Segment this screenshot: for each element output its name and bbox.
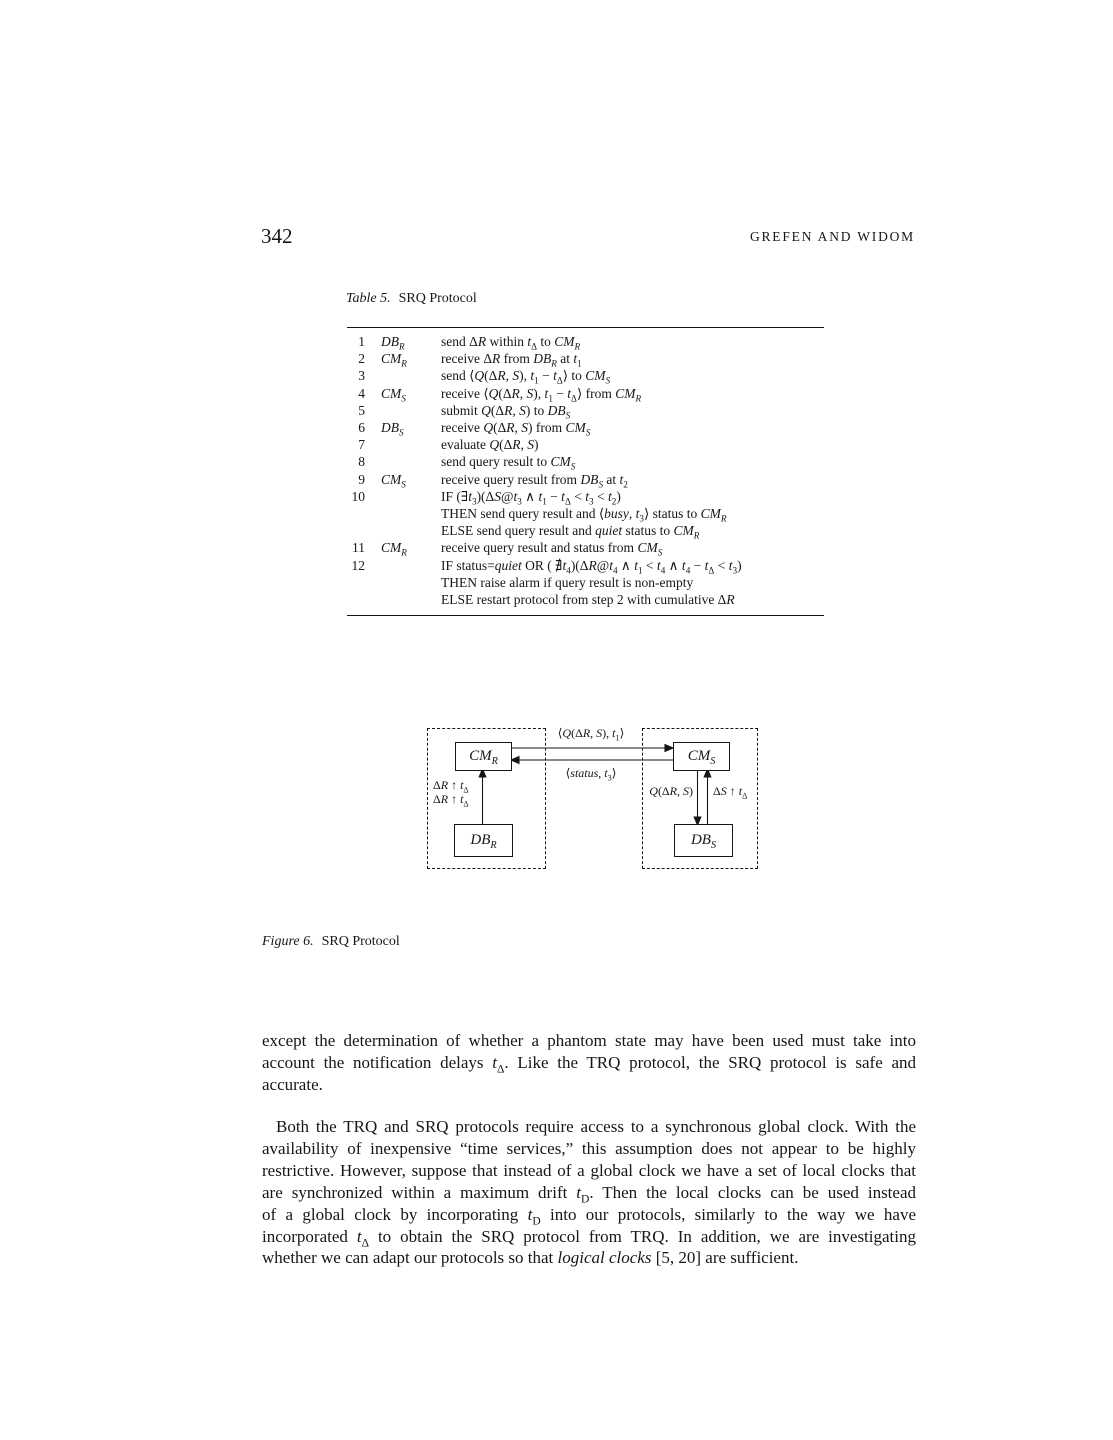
step-number: 3 xyxy=(358,368,365,384)
node-db-r: $DB_R$ xyxy=(454,824,513,857)
text-line: account the notification delays $t_\Delta$. Like the TRQ protocol, the SRQ protocol is safe and xyxy=(262,1052,916,1076)
running-head: GREFEN AND WIDOM xyxy=(749,229,915,244)
table-caption xyxy=(346,291,477,307)
step-description: THEN raise alarm if query result is non-empty xyxy=(441,574,694,590)
body-paragraph xyxy=(262,1116,916,1269)
step-number: 6 xyxy=(358,420,365,436)
step-actor xyxy=(381,488,425,505)
table-row xyxy=(347,385,824,402)
text-line: of a global clock by incorporating $t_D$ into our protocols, similarly to the way we have xyxy=(262,1204,916,1228)
step-description: receive ⟨Q(ΔR, S), $t_1$ − $t_\Delta⟩$ from $CM_R$ xyxy=(441,385,642,404)
table-row xyxy=(347,505,824,522)
step-description: send ⟨Q(ΔR, S), $t_1$ − $t_\Delta⟩$ to $CM_S$ xyxy=(441,368,611,387)
step-number: 11 xyxy=(352,540,365,556)
figure-caption-text: SRQ Protocol xyxy=(321,934,400,949)
table-row xyxy=(347,350,824,367)
step-actor: $DB_S$ xyxy=(381,420,404,438)
step-actor xyxy=(381,574,425,591)
delta-r-line-1: ΔR ↑ $t_\Delta$ xyxy=(433,778,469,795)
step-number xyxy=(347,522,365,539)
text-line: except the determination of whether a phantom state may have been used must take into xyxy=(262,1031,916,1050)
node-cm-s: $CM_S$ xyxy=(673,742,730,771)
step-actor xyxy=(381,367,425,384)
status-message-label: ⟨status, $t_3⟩$ xyxy=(565,766,617,783)
figure-caption xyxy=(262,934,400,950)
step-actor xyxy=(381,591,425,608)
step-actor xyxy=(381,505,425,522)
step-number xyxy=(347,591,365,608)
step-actor xyxy=(381,402,425,419)
step-actor xyxy=(381,522,425,539)
step-description: THEN send query result and ⟨busy, $t_3⟩$ status to $CM_R$ xyxy=(441,506,727,524)
step-actor: $CM_R$ xyxy=(381,351,407,369)
srq-protocol-table xyxy=(347,327,824,616)
table-row xyxy=(347,419,824,436)
delta-r-notification-label xyxy=(433,778,469,809)
text-line: availability of inexpensive “time services,” this assumption does not appear to be highly xyxy=(262,1138,916,1158)
step-number: 7 xyxy=(358,437,365,453)
step-description: send query result to $CM_S$ xyxy=(441,454,576,473)
step-description: IF $(\exists t_3)(\Delta S@t_3$ ∧ $t_1 - t_\Delta < t_3 < t_2$) xyxy=(441,488,621,507)
delta-r-line-2: ΔR ↑ $t_\Delta$ xyxy=(433,792,469,809)
table-row xyxy=(347,539,824,559)
step-description: submit Q(ΔR, S) to $DB_S$ xyxy=(441,402,571,421)
step-description: ELSE send query result and quiet status to $CM_R$ xyxy=(441,523,700,541)
step-actor xyxy=(381,453,425,470)
text-line: incorporated $t_\Delta$ to obtain the SRQ protocol from TRQ. In addition, we are investigating xyxy=(262,1226,916,1249)
step-description: evaluate Q(ΔR, S) xyxy=(441,437,539,453)
text-line: are synchronized within a maximum drift $t_D$. Then the local clocks can be used instead xyxy=(262,1182,916,1206)
step-number: 12 xyxy=(351,557,365,573)
node-cm-r: $CM_R$ xyxy=(455,742,512,771)
table-row xyxy=(347,402,824,419)
step-description: receive ΔR from $DB_R$ at $t_1$ xyxy=(441,351,582,369)
table-row xyxy=(347,557,824,574)
step-description: receive query result from $DB_S$ at $t_2$ xyxy=(441,471,628,490)
step-actor: $CM_R$ xyxy=(381,540,407,559)
table-row xyxy=(347,367,824,387)
step-number: 9 xyxy=(358,471,365,487)
table-caption-text: SRQ Protocol xyxy=(398,291,477,306)
table-row xyxy=(347,471,824,488)
step-description: send ΔR within $t_\Delta$ to $CM_R$ xyxy=(441,334,581,352)
table-caption-label: Table 5. xyxy=(346,291,391,306)
text-line: accurate. xyxy=(262,1074,323,1094)
step-number xyxy=(347,505,365,522)
query-message-label: ⟨Q(ΔR, S), $t_1⟩$ xyxy=(557,726,625,743)
step-description: receive query result and status from $CM_S$ xyxy=(441,540,663,559)
body-paragraph xyxy=(262,1030,916,1096)
text-line: restrictive. However, suppose that instead of a global clock we have a set of local clocks that xyxy=(262,1160,916,1180)
step-description: receive Q(ΔR, S) from $CM_S$ xyxy=(441,420,591,438)
table-row xyxy=(347,333,824,350)
step-number: 8 xyxy=(358,454,365,470)
table-row xyxy=(347,436,824,453)
text-line: whether we can adapt our protocols so that logical clocks [5, 20] are sufficient. xyxy=(262,1248,799,1268)
table-row xyxy=(347,522,824,539)
step-description: ELSE restart protocol from step 2 with cumulative ΔR xyxy=(441,592,735,608)
step-number xyxy=(347,574,365,591)
step-actor xyxy=(381,436,425,453)
query-submit-label: Q(ΔR, S) xyxy=(649,784,693,798)
srq-protocol-figure xyxy=(427,723,759,873)
table-row xyxy=(347,591,824,608)
step-number: 4 xyxy=(358,385,365,401)
figure-caption-label: Figure 6. xyxy=(262,934,314,949)
table-row xyxy=(347,488,824,505)
step-actor: $CM_S$ xyxy=(381,385,406,404)
step-description: IF status=quiet OR ( $∄t_4)(\Delta R@t_4$ ∧ $t_1 < t_4$ ∧ $t_4 - t_\Delta < t_3$) xyxy=(441,557,742,576)
table-row xyxy=(347,453,824,473)
delta-s-notification-label: ΔS ↑ $t_\Delta$ xyxy=(713,784,748,801)
step-actor: $DB_R$ xyxy=(381,334,405,352)
table-row xyxy=(347,574,824,591)
step-actor xyxy=(381,557,425,574)
step-number: 1 xyxy=(358,334,365,349)
page-number: 342 xyxy=(261,224,293,248)
text-line: Both the TRQ and SRQ protocols require access to a synchronous global clock. With the xyxy=(276,1117,916,1136)
node-db-s: $DB_S$ xyxy=(674,824,733,857)
step-number: 2 xyxy=(358,351,365,367)
step-number: 5 xyxy=(358,402,365,418)
step-number: 10 xyxy=(351,488,365,504)
step-actor: $CM_S$ xyxy=(381,471,406,490)
